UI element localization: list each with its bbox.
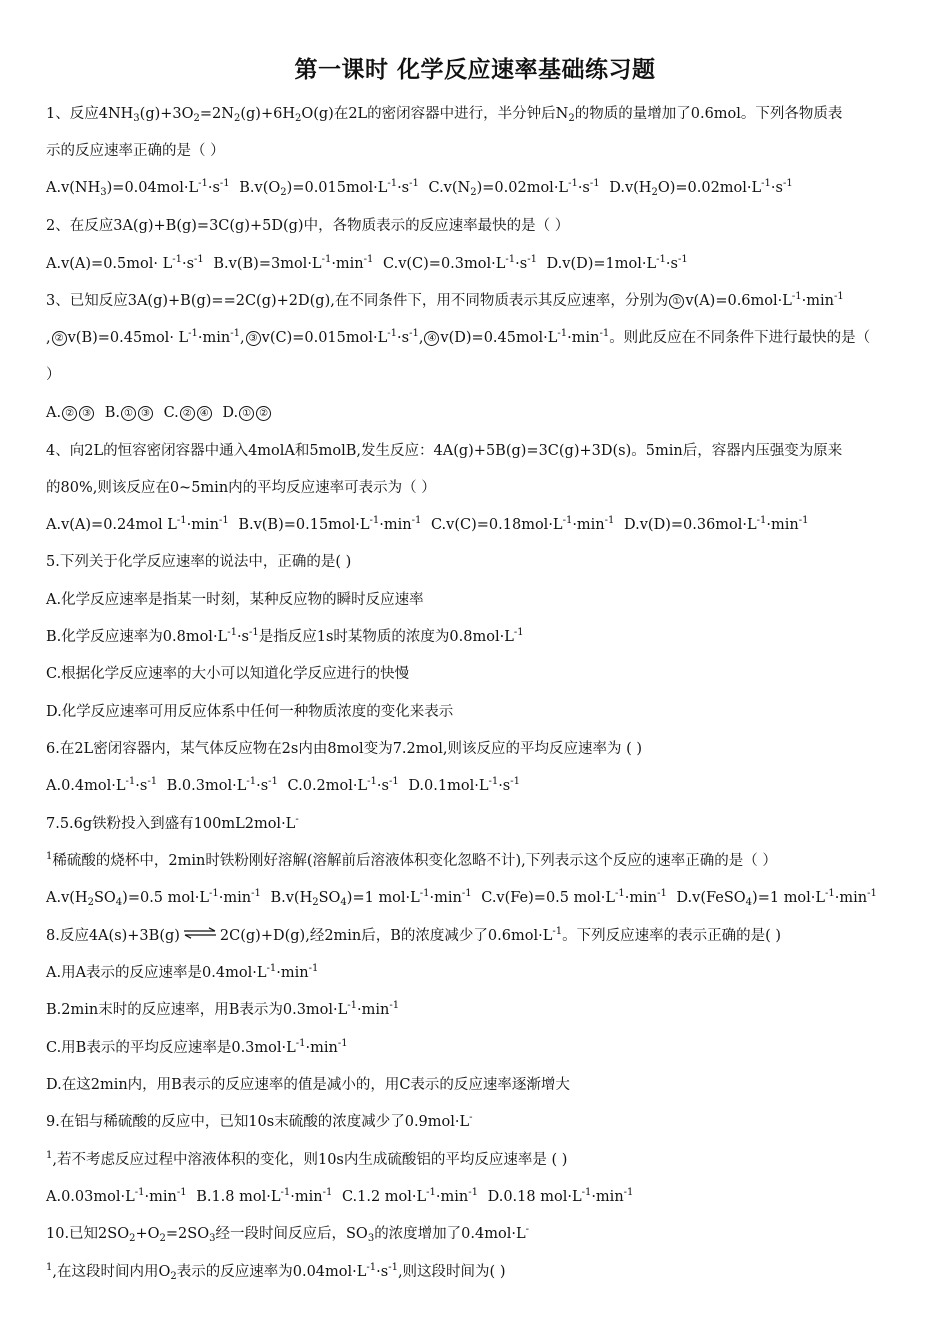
q9-stem: 9.在铝与稀硫酸的反应中，已知10s末硫酸的浓度减少了0.9mol·L-: [46, 1112, 473, 1130]
q1-option-c: $C.v(N_2)=0.02mol\cdot L^{-1}\cdot s^{-1}$: [428, 178, 600, 198]
q7-stem-cont: $^1$稀硫酸的烧杯中，2min时铁粉刚好溶解(溶解前后溶液体积变化忽略不计),下列表示这个反应的速率正确的是（ ）: [46, 851, 777, 869]
q2-options: [46, 252, 916, 276]
q5-option-c: C.根据化学反应速率的大小可以知道化学反应进行的快慢: [46, 666, 410, 682]
q6-option-a: $A.0.4mol\cdot L^{-1}\cdot s^{-1}$: [46, 776, 158, 794]
q3-option-a: A. ② ③: [46, 405, 95, 421]
q8-option-b: B.2min末时的反应速率，用B表示为$0.3mol\cdot L^{-1}\cdot\min^{-1}$: [46, 1000, 400, 1018]
q1-stem-cont: 示的反应速率正确的是（ ）: [46, 143, 225, 159]
q2-option-c: $C.v(C)=0.3mol\cdot L^{-1}\cdot s^{-1}$: [383, 254, 537, 272]
q9-option-c: C.1.2 $mol\cdot L^{-1}\cdot\min^{-1}$: [341, 1187, 478, 1205]
q7-option-d: D.v(FeSO$_4$)=1 $mol\cdot L^{-1}\cdot\min^{-1}$: [676, 888, 877, 908]
page-title: 第一课时 化学反应速率基础练习题: [294, 57, 656, 83]
q1-stem: 1、反应$4NH_3(g)+3O_2=2N_2(g)+6H_2O(g)$在2L的密闭容器中进行，半分钟后$N_2$的物质的量增加了0.6mol。下列各物质表: [46, 106, 843, 124]
q9-stem-cont: $^1$,若不考虑反应过程中溶液体积的变化，则10s内生成硫酸铝的平均反应速率是 ( ): [46, 1150, 568, 1168]
circled-4: ④: [424, 331, 439, 346]
q5-stem: 5.下列关于化学反应速率的说法中，正确的是( ): [46, 554, 352, 570]
q3-options: [46, 401, 916, 425]
q8-option-a: A.用A表示的反应速率是$0.4mol\cdot L^{-1}\cdot\min^{-1}$: [46, 963, 319, 981]
q3-option-b: B. ① ③: [105, 405, 154, 421]
q2-stem: 2、在反应3A(g)+B(g)=3C(g)+5D(g)中，各物质表示的反应速率最快的是（ ）: [46, 218, 570, 234]
circled-3: ③: [246, 331, 261, 346]
q2-option-b: $B.v(B)=3mol\cdot L^{-1}\cdot\min^{-1}$: [213, 254, 374, 272]
q8-option-c: C.用B表示的平均反应速率是$0.3mol\cdot L^{-1}\cdot\min^{-1}$: [46, 1038, 348, 1056]
circled-1: ①: [669, 294, 684, 309]
q5-option-a: A.化学反应速率是指某一时刻，某种反应物的瞬时反应速率: [46, 592, 424, 608]
q2-option-a: $A.v(A)=0.5mol\cdot L^{-1}\cdot s^{-1}$: [46, 254, 204, 272]
q3-close: ）: [46, 367, 61, 383]
q9-option-b: B.1.8 $mol\cdot L^{-1}\cdot\min^{-1}$: [196, 1187, 333, 1205]
q3-option-d: D. ① ②: [222, 405, 272, 421]
q4-option-c: $C.v(C)=0.18mol\cdot L^{-1}\cdot\min^{-1}$: [430, 515, 615, 533]
q6-options: [46, 774, 916, 798]
q3-stem: 3、已知反应3A(g)+B(g)==2C(g)+2D(g),在不同条件下，用不同物质表示其反应速率，分别为 ① $v(A)=0.6mol\cdot L^{-1}\cdot\min^{-1}$: [46, 291, 844, 309]
q1-option-b: $B.v(O_2)=0.015mol\cdot L^{-1}\cdot s^{-1}$: [239, 178, 419, 198]
q7-options: [46, 886, 916, 910]
equilibrium-arrow-icon: [183, 927, 217, 939]
q9-option-d: D.0.18 $mol\cdot L^{-1}\cdot\min^{-1}$: [487, 1187, 634, 1205]
q3-option-c: C. ② ④: [164, 405, 213, 421]
q7-option-b: $B.v(H_2SO_4)=1$ $mol\cdot L^{-1}\cdot\min^{-1}$: [270, 888, 472, 908]
q8-stem: 8.反应4A(s)+3B(g) 2C(g)+D(g),经2min后，B的浓度减少了$0.6mol\cdot L^{-1}$。下列反应速率的表示正确的是( ): [46, 926, 782, 944]
q6-stem: 6.在2L密闭容器内，某气体反应物在2s内由8mol变为7.2mol,则该反应的平均反应速率为 ( ): [46, 741, 643, 757]
q1-options: [46, 176, 916, 200]
q4-stem: 4、向2L的恒容密闭容器中通入4molA和5molB,发生反应：4A(g)+5B(g)=3C(g)+3D(s)。5min后，容器内压强变为原来: [46, 443, 843, 459]
q7-stem: 7.5.6g铁粉投入到盛有100mL2mol·L-: [46, 814, 299, 832]
q6-option-c: $C.0.2mol\cdot L^{-1}\cdot s^{-1}$: [287, 776, 399, 794]
q4-option-b: $B.v(B)=0.15mol\cdot L^{-1}\cdot\min^{-1}$: [238, 515, 422, 533]
q7-option-a: $A.v(H_2SO_4)=0.5$ $mol\cdot L^{-1}\cdot\min^{-1}$: [46, 888, 261, 908]
q5-option-b: B.化学反应速率为$0.8mol\cdot L^{-1}\cdot s^{-1}$是指反应1s时某物质的浓度为$0.8mol\cdot L^{-1}$: [46, 627, 524, 645]
q1-option-a: $A.v(NH_3)=0.04mol\cdot L^{-1}\cdot s^{-1}$: [46, 178, 230, 198]
q4-option-d: $D.v(D)=0.36mol\cdot L^{-1}\cdot\min^{-1}$: [624, 515, 809, 533]
q10-stem-cont: $^1$,在这段时间内用$O_2$表示的反应速率为$0.04mol\cdot L^{-1}\cdot s^{-1}$,则这段时间为( ): [46, 1262, 506, 1282]
q4-options: [46, 513, 916, 537]
q1-option-d: $D.v(H_2O)=0.02mol\cdot L^{-1}\cdot s^{-1}$: [609, 178, 793, 198]
q7-option-c: C.v(Fe)=0.5 $mol\cdot L^{-1}\cdot\min^{-1}$: [481, 888, 667, 906]
q6-option-d: $D.0.1mol\cdot L^{-1}\cdot s^{-1}$: [408, 776, 521, 794]
q2-option-d: $D.v(D)=1mol\cdot L^{-1}\cdot s^{-1}$: [546, 254, 688, 272]
q9-options: [46, 1185, 916, 1209]
q6-option-b: $B.0.3mol\cdot L^{-1}\cdot s^{-1}$: [166, 776, 278, 794]
q4-stem-cont: 的80%,则该反应在0~5min内的平均反应速率可表示为（ ）: [46, 480, 436, 496]
q8-option-d: D.在这2min内，用B表示的反应速率的值是减小的，用C表示的反应速率逐渐增大: [46, 1077, 570, 1093]
q5-option-d: D.化学反应速率可用反应体系中任何一种物质浓度的变化来表示: [46, 704, 454, 720]
q3-stem-cont: , ② $v(B)=0.45mol\cdot L^{-1}\cdot\min^{-1}$, ③ $v(C)=0.015mol\cdot L^{-1}\cdot s^{-1}$, ④ $v(D)=0.45mol\cdot L^{-1}\cdot\min^{-1}$。则此反应在不同条件下进行最快的是（: [46, 328, 871, 346]
q10-stem: 10.已知$2SO_2+O_2=2SO_3$经一段时间反应后，$SO_3$的浓度增加了0.4mol·L-: [46, 1224, 529, 1244]
q4-option-a: A.v(A)=0.24mol $L^{-1}\cdot\min^{-1}$: [46, 515, 229, 533]
circled-2: ②: [52, 331, 67, 346]
q9-option-a: $A.0.03mol\cdot L^{-1}\cdot\min^{-1}$: [46, 1187, 187, 1205]
